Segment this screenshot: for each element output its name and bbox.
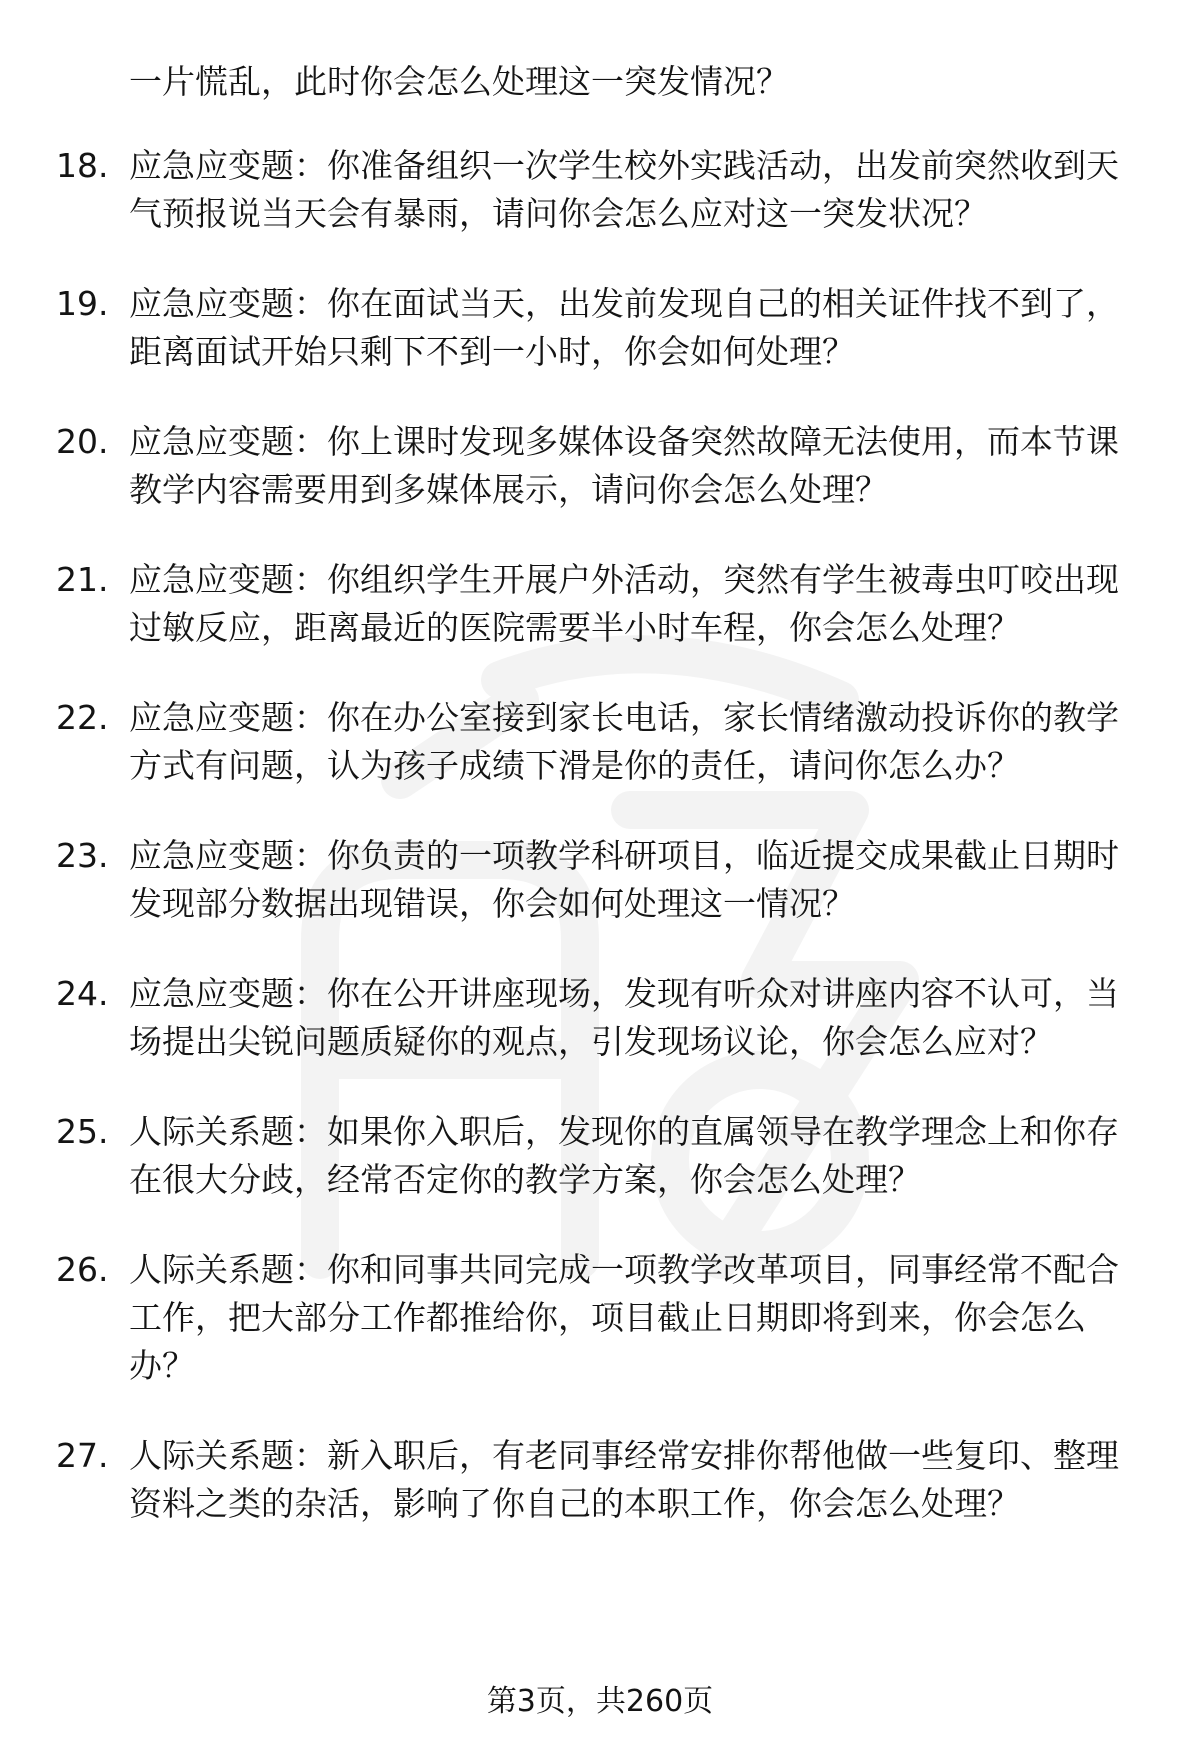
- question-text: 人际关系题：新入职后，有老同事经常安排你帮他做一些复印、整理资料之类的杂活，影响了你自己的本职工作，你会怎么处理？: [129, 1436, 1119, 1523]
- question-text: 应急应变题：你上课时发现多媒体设备突然故障无法使用，而本节课教学内容需要用到多媒体展示，请问你会怎么处理？: [129, 422, 1119, 509]
- question-number: 21.: [56, 560, 109, 599]
- question-number: 23.: [56, 836, 109, 875]
- question-number: 25.: [56, 1112, 109, 1151]
- question-item: [0, 1432, 1200, 1528]
- question-text: 应急应变题：你组织学生开展户外活动，突然有学生被毒虫叮咬出现过敏反应，距离最近的医院需要半小时车程，你会怎么处理？: [129, 560, 1119, 647]
- question-number: 18.: [56, 146, 109, 185]
- question-number: 20.: [56, 422, 109, 461]
- question-text: 应急应变题：你准备组织一次学生校外实践活动，出发前突然收到天气预报说当天会有暴雨，请问你会怎么应对这一突发状况？: [129, 146, 1119, 233]
- question-number: 22.: [56, 698, 109, 737]
- question-item: [0, 280, 1200, 376]
- question-item: [0, 1108, 1200, 1204]
- question-item: [0, 694, 1200, 790]
- question-number: 19.: [56, 284, 109, 323]
- question-item: [0, 556, 1200, 652]
- continued-question-text: 一片慌乱，此时你会怎么处理这一突发情况？: [129, 62, 789, 101]
- question-number: 27.: [56, 1436, 109, 1475]
- question-item: [0, 970, 1200, 1066]
- question-text: 人际关系题：你和同事共同完成一项教学改革项目，同事经常不配合工作，把大部分工作都推给你，项目截止日期即将到来，你会怎么办？: [129, 1250, 1119, 1385]
- question-text: 应急应变题：你在面试当天，出发前发现自己的相关证件找不到了，距离面试开始只剩下不到一小时，你会如何处理？: [129, 284, 1119, 371]
- page-footer: 第3页，共260页: [486, 1684, 714, 1719]
- question-text: 应急应变题：你在公开讲座现场，发现有听众对讲座内容不认可，当场提出尖锐问题质疑你的观点，引发现场议论，你会怎么应对？: [129, 974, 1119, 1061]
- question-number: 24.: [56, 974, 109, 1013]
- question-text: 应急应变题：你在办公室接到家长电话，家长情绪激动投诉你的教学方式有问题，认为孩子成绩下滑是你的责任，请问你怎么办？: [129, 698, 1119, 785]
- question-item: [0, 418, 1200, 514]
- question-list: [0, 142, 1200, 1570]
- question-item: [0, 832, 1200, 928]
- question-item: [0, 142, 1200, 238]
- question-item: [0, 1246, 1200, 1390]
- question-text: 应急应变题：你负责的一项教学科研项目，临近提交成果截止日期时发现部分数据出现错误，你会如何处理这一情况？: [129, 836, 1119, 923]
- question-number: 26.: [56, 1250, 109, 1289]
- question-text: 人际关系题：如果你入职后，发现你的直属领导在教学理念上和你存在很大分歧，经常否定你的教学方案，你会怎么处理？: [129, 1112, 1119, 1199]
